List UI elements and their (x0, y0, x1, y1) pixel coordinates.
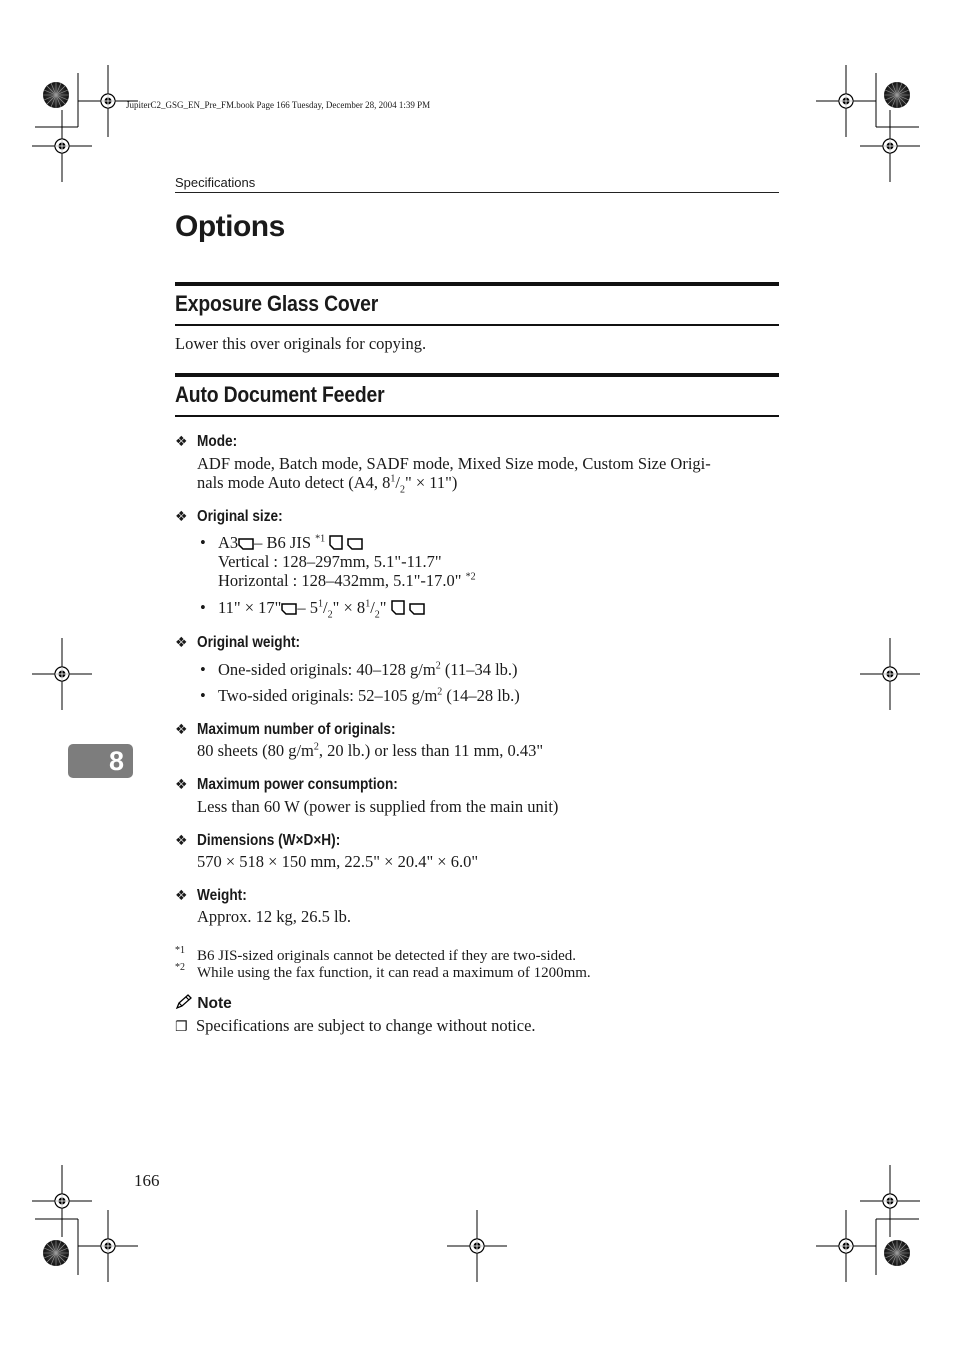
spec-label-mode: ❖ Mode: (175, 433, 238, 450)
section-title-exposure-glass-cover: Exposure Glass Cover (175, 291, 379, 316)
note-heading: Note (175, 994, 232, 1013)
pencil-note-icon (175, 994, 193, 1010)
diamond-bullet-icon: ❖ (175, 721, 188, 737)
chapter-tab-number: 8 (108, 746, 124, 776)
spec-label-weight: ❖ Weight: (175, 887, 247, 904)
spec-value-weight: Approx. 12 kg, 26.5 lb. (197, 907, 351, 926)
list-item: • 11" × 17" – $5^1/_2$" × $8^1/_2$" (200, 598, 425, 618)
section-rule-top (175, 282, 779, 286)
running-head-rule (175, 192, 779, 193)
list-item: • One-sided originals: 40–128 $g/m^2$ (11–34 lb.) (200, 660, 518, 679)
diamond-bullet-icon: ❖ (175, 887, 188, 903)
registration-dial-top-left (43, 82, 69, 108)
portrait-paper-icon (391, 600, 405, 615)
page-title: Options (175, 210, 285, 243)
registration-dial-bottom-left (43, 1240, 69, 1266)
footnote-text: While using the fax function, it can read a maximum of 1200mm. (197, 965, 591, 981)
landscape-paper-icon (409, 603, 425, 615)
spec-label-original-weight: ❖ Original weight: (175, 634, 301, 651)
checkbox-bullet-icon: ❐ (175, 1019, 188, 1035)
section-rule-bottom (175, 324, 779, 326)
spec-label-max-originals: ❖ Maximum number of originals: (175, 721, 396, 738)
footnote-text: B6 JIS-sized originals cannot be detected if they are two-sided. (197, 948, 577, 964)
exposure-glass-description: Lower this over originals for copying. (175, 334, 427, 353)
spec-label-max-power: ❖ Maximum power consumption: (175, 776, 398, 793)
landscape-paper-icon (281, 603, 297, 615)
diamond-bullet-icon: ❖ (175, 433, 188, 449)
list-item: • A3 – B6 JIS $^{*1}$ Vertical : 128–297mm, 5.1"-11.7" Horizontal : 128–432mm, 5.1"-17.0" $^{*2}$ (200, 533, 476, 590)
spec-value-dimensions: 570 × 518 × 150 mm, 22.5" × 20.4" × 6.0" (197, 852, 479, 871)
note-item: ❐ Specifications are subject to change without notice. (175, 1016, 536, 1035)
spec-label-original-size: ❖ Original size: (175, 508, 283, 525)
registration-dial-bottom-right (884, 1240, 910, 1266)
footnote: *1 (175, 945, 185, 956)
spec-value-max-power: Less than 60 W (power is supplied from the main unit) (197, 797, 559, 816)
diamond-bullet-icon: ❖ (175, 776, 188, 792)
spec-value-mode: ADF mode, Batch mode, SADF mode, Mixed Size mode, Custom Size Origi- nals mode Auto detect (A4, $8^1/_2$" × 11") (197, 454, 711, 496)
spec-value-max-originals: 80 sheets (80 $g/m^2$, 20 lb.) or less than 11 mm, 0.43" (197, 741, 544, 760)
page-number: 166 (134, 1171, 160, 1190)
portrait-paper-icon (329, 535, 343, 550)
diamond-bullet-icon: ❖ (175, 508, 188, 524)
diamond-bullet-icon: ❖ (175, 832, 188, 848)
section-rule-bottom (175, 415, 779, 417)
print-header-info: JupiterC2_GSG_EN_Pre_FM.book Page 166 Tuesday, December 28, 2004 1:39 PM (126, 100, 431, 110)
landscape-paper-icon (238, 538, 254, 550)
registration-dial-top-right (884, 82, 910, 108)
section-title-auto-document-feeder: Auto Document Feeder (175, 382, 385, 407)
section-rule-top (175, 373, 779, 377)
landscape-paper-icon (347, 538, 363, 550)
diamond-bullet-icon: ❖ (175, 634, 188, 650)
running-head: Specifications (175, 175, 256, 190)
footnote: *2 (175, 962, 185, 973)
spec-label-dimensions: ❖ Dimensions (W×D×H): (175, 832, 341, 849)
list-item: • Two-sided originals: 52–105 $g/m^2$ (14–28 lb.) (200, 686, 520, 705)
